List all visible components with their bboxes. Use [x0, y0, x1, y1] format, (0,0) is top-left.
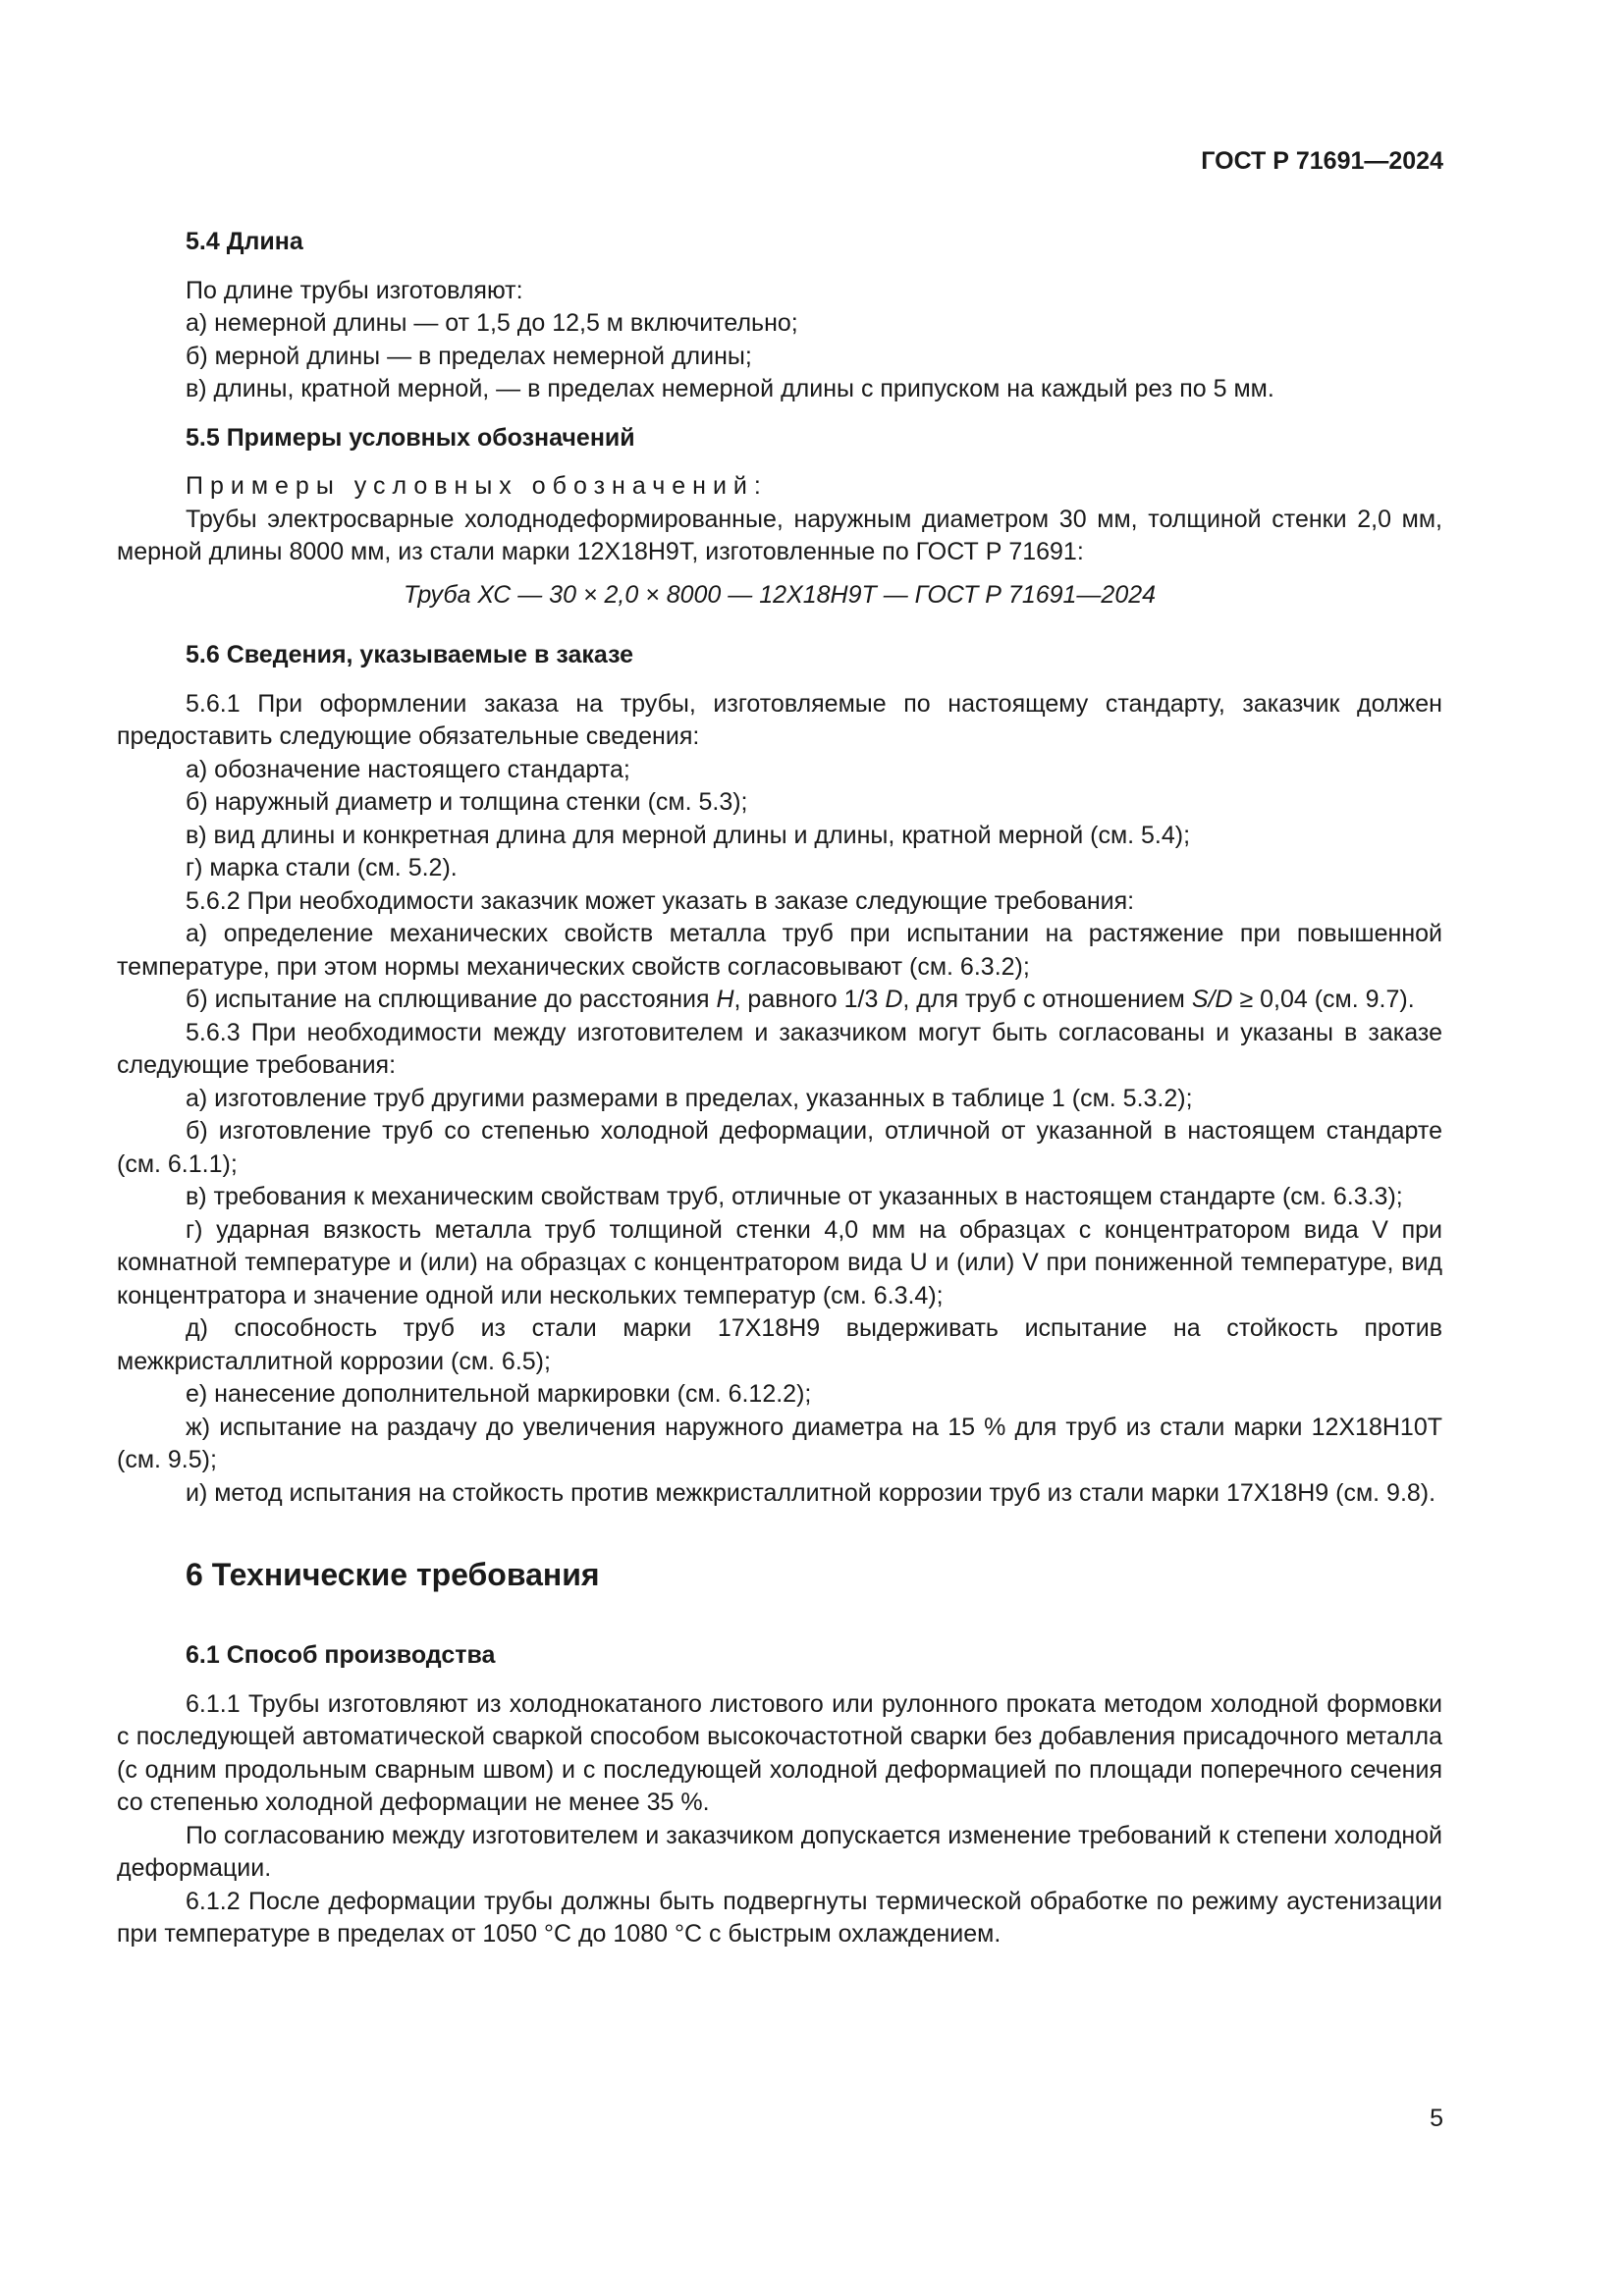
- list-item: б) наружный диаметр и толщина стенки (см. 5.3);: [186, 788, 748, 816]
- section-heading-5-6: 5.6 Сведения, указываемые в заказе: [186, 641, 634, 668]
- list-item: ж) испытание на раздачу до увеличения наружного диаметра на 15 % для труб из стали марки 12Х18Н10Т (см. 9.5);: [117, 1413, 1442, 1473]
- paragraph: 6.1.1 Трубы изготовляют из холоднокатаного листового или рулонного проката методом холодной формовки с последующей автоматической сваркой способом высокочастотной сварки без добавления присадочного металла (с одним продольным сварным швом) и с последующей холодной деформацией по площади поперечного сечения со степенью холодной деформации не менее 35 %.: [117, 1689, 1442, 1816]
- list-item: а) изготовление труб другими размерами в пределах, указанных в таблице 1 (см. 5.3.2);: [186, 1084, 1193, 1112]
- list-item: д) способность труб из стали марки 17Х18Н9 выдерживать испытание на стойкость против межкристаллитной коррозии (см. 6.5);: [117, 1314, 1442, 1375]
- list-item: а) обозначение настоящего стандарта;: [186, 755, 630, 783]
- section-heading-5-4: 5.4 Длина: [186, 228, 303, 255]
- paragraph: Трубы электросварные холоднодеформированные, наружным диаметром 30 мм, толщиной стенки 2,0 мм, мерной длины 8000 мм, из стали марки 12Х18Н9Т, изготовленные по ГОСТ Р 71691:: [117, 505, 1442, 565]
- list-item: в) вид длины и конкретная длина для мерной длины и длины, кратной мерной (см. 5.4);: [186, 821, 1191, 849]
- list-item: б) мерной длины — в пределах немерной длины;: [186, 342, 752, 370]
- list-item: и) метод испытания на стойкость против межкристаллитной коррозии труб из стали марки 17Х18Н9 (см. 9.8).: [186, 1478, 1436, 1507]
- list-item: г) марка стали (см. 5.2).: [186, 854, 458, 881]
- chapter-heading-6: 6 Технические требования: [186, 1557, 600, 1592]
- paragraph: По согласованию между изготовителем и заказчиком допускается изменение требований к степени холодной деформации.: [117, 1821, 1442, 1882]
- page-content: [117, 226, 1442, 1951]
- paragraph: 5.6.2 При необходимости заказчик может указать в заказе следующие требования:: [186, 886, 1135, 915]
- paragraph: 5.6.1 При оформлении заказа на трубы, изготовляемые по настоящему стандарту, заказчик должен предоставить следующие обязательные сведения:: [117, 689, 1442, 750]
- list-item: в) требования к механическим свойствам труб, отличные от указанных в настоящем стандарте (см. 6.3.3);: [186, 1183, 1403, 1210]
- list-item: б) изготовление труб со степенью холодной деформации, отличной от указанной в настоящем стандарте (см. 6.1.1);: [117, 1117, 1442, 1178]
- list-item: е) нанесение дополнительной маркировки (см. 6.12.2);: [186, 1380, 812, 1408]
- list-item: в) длины, кратной мерной, — в пределах немерной длины с припуском на каждый рез по 5 мм.: [186, 375, 1274, 402]
- list-item: а) немерной длины — от 1,5 до 12,5 м включительно;: [186, 309, 798, 337]
- example-label: Примеры условных обозначений:: [186, 472, 768, 500]
- page-number: 5: [1430, 2105, 1443, 2132]
- section-heading-6-1: 6.1 Способ производства: [186, 1641, 496, 1669]
- list-item: г) ударная вязкость металла труб толщиной стенки 4,0 мм на образцах с концентратором вида V при комнатной температуре и (или) на образцах с концентратором вида U и (или) V при пониженной температуре, вид концентратора и значение одной или нескольких температур (см. 6.3.4);: [117, 1215, 1442, 1309]
- document-code: ГОСТ Р 71691—2024: [1201, 147, 1443, 175]
- list-item: а) определение механических свойств металла труб при испытании на растяжение при повышенной температуре, при этом нормы механических свойств согласовывают (см. 6.3.2);: [117, 920, 1442, 981]
- paragraph: 6.1.2 После деформации трубы должны быть подвергнуты термической обработке по режиму аустенизации при температуре в пределах от 1050 °С до 1080 °С с быстрым охлаждением.: [117, 1887, 1442, 1948]
- list-item: б) испытание на сплющивание до расстояния H, равного 1/3 D, для труб с отношением S/D ≥ 0,04 (см. 9.7).: [186, 986, 1415, 1013]
- paragraph: По длине трубы изготовляют:: [186, 276, 523, 304]
- paragraph: 5.6.3 При необходимости между изготовителем и заказчиком могут быть согласованы и указаны в заказе следующие требования:: [117, 1018, 1442, 1079]
- designation-formula: Труба ХС — 30 × 2,0 × 8000 — 12Х18Н9Т — ГОСТ Р 71691—2024: [403, 580, 1157, 609]
- section-heading-5-5: 5.5 Примеры условных обозначений: [186, 423, 635, 452]
